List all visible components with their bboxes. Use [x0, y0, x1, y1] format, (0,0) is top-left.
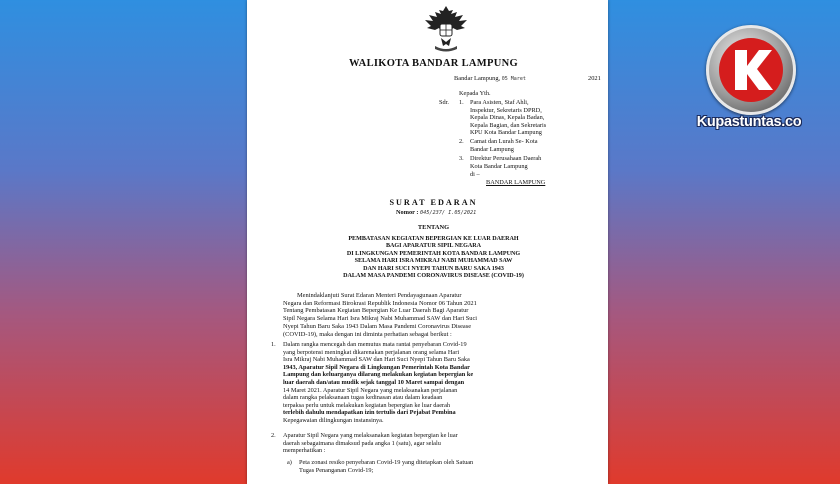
- addressee-line: Kota Bandar Lampung: [470, 162, 528, 170]
- intro-line: Nyepi Tahun Baru Saka 1943 Dalam Masa Pandemi Coronavirus Disease: [283, 322, 472, 330]
- addressee-line: Inspektur, Sekretaris DPRD,: [470, 106, 542, 114]
- mayor-title: WALIKOTA BANDAR LAMPUNG: [349, 58, 518, 69]
- date-year: 2021: [588, 75, 601, 82]
- addressee-line: Camat dan Lurah Se- Kota: [470, 138, 538, 145]
- logo-badge: [719, 38, 783, 102]
- point-line: Aparatur Sipil Negara yang melaksanakan kegiatan bepergian ke luar: [283, 432, 458, 439]
- addressee-line: Kepala Bagian, dan Sekretaris: [470, 121, 547, 129]
- addressee-item-3: [470, 155, 590, 170]
- handwritten-date: 05 Maret: [501, 76, 526, 82]
- point-line: 1943, Aparatur Sipil Negara di Lingkungan Pemerintah Kota Bandar: [283, 363, 470, 371]
- intro-line: Menindaklanjuti Surat Edaran Menteri Pendayagunaan Aparatur: [297, 292, 462, 299]
- di-label: di –: [470, 171, 480, 178]
- point-2a-text: [299, 459, 599, 474]
- subject-line: DI LINGKUNGAN PEMERINTAH KOTA BANDAR LAMPUNG: [346, 250, 521, 257]
- point-line: dalam rangka pelaksanaan tugas kedinasan atau dalam keadaan: [283, 394, 443, 402]
- nomor-value: 045/237/ I.05/2021: [420, 210, 477, 216]
- addressee-line: Para Asisten, Staf Ahli,: [470, 99, 529, 106]
- intro-line: Tentang Pembatasan Kegiatan Bepergian Ke Luar Daerah Bagi Aparatur: [283, 307, 469, 315]
- k-letter-icon: [719, 38, 783, 102]
- location-label: BANDAR LAMPUNG: [486, 179, 546, 186]
- addressee-num-1: 1.: [459, 99, 464, 106]
- point-line: terpaksa perlu untuk melakukan kegiatan bepergian ke luar daerah: [283, 401, 451, 409]
- letter-document: [247, 0, 608, 484]
- brand-name[interactable]: Kupastuntas.co: [696, 114, 802, 130]
- addressee-item-2: [470, 138, 590, 153]
- addressee-line: Kepala Dinas, Kepala Badan,: [470, 114, 545, 122]
- point-2-text: [283, 432, 603, 455]
- point-line: luar daerah dan/atau mudik sejak tanggal 10 Maret sampai dengan: [283, 378, 465, 386]
- site-logo[interactable]: [706, 25, 796, 115]
- point-line: Isra Mikraj Nabi Muhammad SAW dan Hari Suci Nyepi Tahun Baru Saka: [283, 356, 470, 364]
- kepada-label: Kepada Yth.: [459, 90, 491, 97]
- addressee-num-2: 2.: [459, 138, 464, 145]
- letter-number: [396, 209, 476, 216]
- intro-line: (COVID-19), maka dengan ini diminta perhatian sebagai berikut :: [283, 330, 452, 338]
- addressee-line: KPU Kota Bandar Lampung: [470, 129, 542, 137]
- addressee-line: Direktur Perusahaan Daerah: [470, 155, 542, 162]
- point-line: Lampung dan keluarganya dilarang melakukan kegiatan bepergian ke: [283, 371, 474, 379]
- point-2-number: 2.: [271, 432, 276, 439]
- subject-line: DAN HARI SUCI NYEPI TAHUN BARU SAKA 1943: [363, 265, 504, 272]
- letter-type: SURAT EDARAN: [389, 198, 478, 207]
- subject-line: BAGI APARATUR SIPIL NEGARA: [385, 243, 482, 250]
- point-line: 14 Maret 2021. Aparatur Sipil Negara yang melaksanakan perjalanan: [283, 386, 458, 394]
- addressee-item-1: [470, 99, 590, 137]
- point-line: memperhatikan :: [283, 447, 326, 455]
- sdr-label: Sdr.: [439, 99, 449, 106]
- subject-line: DALAM MASA PANDEMI CORONAVIRUS DISEASE (COVID-19): [343, 273, 524, 280]
- point-line: Dalam rangka mencegah dan memutus mata rantai penyebaran Covid-19: [283, 341, 467, 348]
- intro-paragraph: [283, 292, 603, 338]
- intro-line: Negara dan Reformasi Birokrasi Republik Indonesia Nomor 06 Tahun 2021: [283, 299, 477, 307]
- addressee-line: Bandar Lampung: [470, 145, 514, 153]
- point-line: Peta zonasi resiko penyebaran Covid-19 yang ditetapkan oleh Satuan: [299, 459, 474, 466]
- subject-line: PEMBATASAN KEGIATAN BEPERGIAN KE LUAR DAERAH: [348, 236, 519, 242]
- subject-line: SELAMA HARI ISRA MIKRAJ NABI MUHAMMAD SAW: [354, 258, 513, 265]
- tentang-heading: TENTANG: [417, 224, 450, 231]
- garuda-emblem-icon: [421, 2, 471, 54]
- place-label: Bandar Lampung,: [454, 75, 501, 82]
- intro-line: Sipil Negara Selama Hari Isra Mikraj Nabi Muhammad SAW dan Hari Suci: [283, 315, 478, 323]
- point-2a-number: a): [287, 459, 292, 466]
- point-line: daerah sebagaimana dimaksud pada angka 1 (satu), agar selalu: [283, 439, 441, 447]
- addressee-num-3: 3.: [459, 155, 464, 162]
- point-line: yang berpotensi meningkat dikarenakan perjalanan orang selama Hari: [283, 348, 460, 356]
- point-line: Tugas Penanganan Covid-19;: [299, 466, 374, 474]
- point-line: Kepegawaian dilingkungan instansinya.: [283, 416, 384, 424]
- place-date: [454, 75, 526, 82]
- point-line: terlebih dahulu mendapatkan izin tertulis dari Pejabat Pembina: [283, 409, 456, 417]
- point-1-text: [283, 341, 603, 425]
- point-1-number: 1.: [271, 341, 276, 348]
- nomor-label: Nomor :: [396, 209, 419, 216]
- letter-subject: [281, 236, 586, 280]
